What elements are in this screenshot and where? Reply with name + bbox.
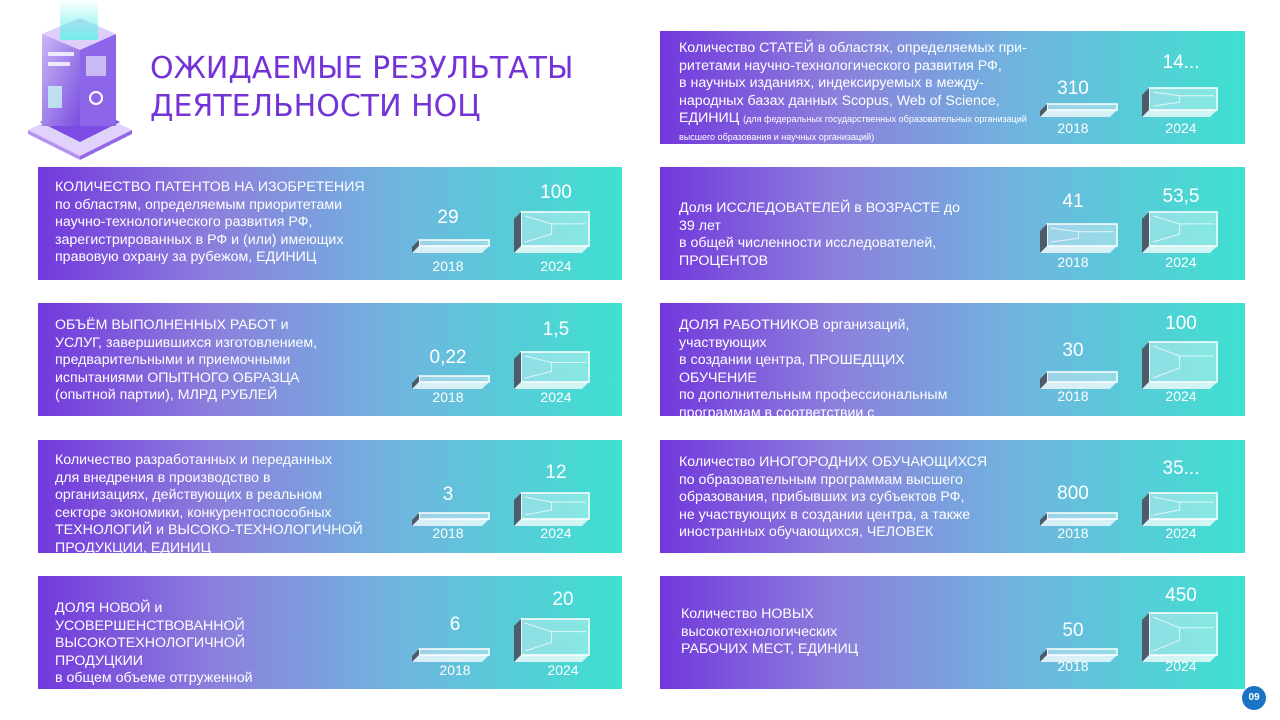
bar-2024 [514,619,589,662]
bar-2018 [412,240,489,253]
year-2018: 2018 [1057,388,1089,404]
panel-text: Количество разработанных и переданных для внедрения в производство в организациях, действующих в реальном секторе экономики, конкурентоспособных ТЕХНОЛОГИЙ и ВЫСОКО-ТЕХНОЛОГИЧНОЙ ПРОДУКЦИИ, ЕДИНИЦ [55,452,363,556]
panel-text: Количество НОВЫХ высокотехнологических РАБОЧИХ МЕСТ, ЕДИНИЦ [681,606,859,658]
year-2018: 2018 [432,258,464,274]
panel-articles [660,31,1245,144]
year-2018: 2018 [1057,658,1089,674]
year-2024: 2024 [1165,525,1197,541]
bar-2018 [412,649,489,662]
year-2024: 2024 [1165,658,1197,674]
bar-2018 [1040,372,1117,389]
value-2024: 53,5 [1162,186,1200,207]
panel-text: Доля ИССЛЕДОВАТЕЛЕЙ в ВОЗРАСТЕ до 39 лет в общей численности исследователей, ПРОЦЕНТОВ [679,200,961,269]
panel-students [660,440,1245,553]
panel-text: Количество ИНОГОРОДНИХ ОБУЧАЮЩИХСЯ по образовательным программам высшего образования, прибывших из субъектов РФ, не участвующих в создании центра, а также иностранных обучающихся, ЧЕЛОВЕК [679,454,988,541]
panel-staff-training [660,303,1245,421]
year-2018: 2018 [1057,254,1089,270]
bar-2018 [412,376,489,389]
panel-technologies [38,440,622,556]
value-2018: 50 [1062,620,1084,641]
value-2024: 1,5 [542,319,570,340]
year-2024: 2024 [540,389,572,405]
panel-new-jobs [660,576,1245,689]
title-line-1: ОЖИДАЕМЫЕ РЕЗУЛЬТАТЫ [150,51,574,86]
year-2024: 2024 [540,525,572,541]
year-2024: 2024 [1165,388,1197,404]
value-2024: 12 [545,462,567,483]
year-2024: 2024 [1165,254,1197,270]
value-2018: 41 [1062,191,1084,212]
year-2024: 2024 [547,662,579,678]
bar-2024 [514,493,589,526]
year-2018: 2018 [439,662,471,678]
bar-2024 [1142,493,1217,526]
year-2018: 2018 [1057,120,1089,136]
bar-2024 [514,212,589,253]
year-2018: 2018 [432,525,464,541]
page-number-badge: 09 [1242,686,1266,710]
bar-2024 [1142,88,1217,117]
bar-2024 [1142,212,1217,253]
value-2018: 30 [1062,340,1084,361]
value-2018: 800 [1057,483,1089,504]
year-2024: 2024 [540,258,572,274]
title-line-2: ДЕЯТЕЛЬНОСТИ НОЦ [150,89,481,124]
panel-young-researchers [660,167,1245,280]
panel-text: ДОЛЯ НОВОЙ и УСОВЕРШЕНСТВОВАННОЙ ВЫСОКОТЕХНОЛОГИЧНОЙ ПРОДУЦКИИ в общем объеме отгруженной [55,600,253,687]
value-2024: 100 [540,182,572,203]
value-2024: 20 [552,589,574,610]
value-2018: 310 [1057,78,1089,99]
value-2024: 100 [1165,313,1197,334]
year-2024: 2024 [1165,120,1197,136]
value-2018: 0,22 [429,347,467,368]
panel-text: КОЛИЧЕСТВО ПАТЕНТОВ НА ИЗОБРЕТЕНИЯ по областям, определяемым приоритетами научно-технологического развития РФ, зарегистрированных в РФ и (или) имеющих правовую охрану за рубежом, ЕДИНИЦ [55,179,365,266]
page-title [150,50,573,126]
server-tower-logo [18,0,138,160]
panel-text: Количество СТАТЕЙ в областях, определяемых при- ритетами научно-технологического развития РФ, в научных изданиях, индексируемых в между- народных базах данных Scopus, Web of Science, ЕДИНИЦ [679,40,1027,127]
value-2024: 35... [1162,458,1200,479]
panel-note: (для федеральных государственных образовательных организаций высшего образования и научных организаций) [679,114,1027,142]
bar-2024 [1142,342,1217,389]
year-2018: 2018 [1057,525,1089,541]
value-2018: 29 [437,207,459,228]
bar-2018 [1040,104,1117,117]
panel-patents [38,167,622,280]
value-2024: 450 [1165,585,1197,606]
year-2018: 2018 [432,389,464,405]
panel-text: ОБЪЁМ ВЫПОЛНЕННЫХ РАБОТ и УСЛУГ, завершившихся изготовлением, предварительными и приемочными испытаниями ОПЫТНОГО ОБРАЗЦА (опытной партии), МЛРД РУБЛЕЙ [55,317,318,404]
value-2018: 6 [449,614,461,635]
value-2018: 3 [442,484,454,505]
bar-2024 [1142,613,1217,662]
panel-work-volume [38,303,622,416]
panel-text: ДОЛЯ РАБОТНИКОВ организаций, участвующих в создании центра, ПРОШЕДЩИХ ОБУЧЕНИЕ по дополнительным профессиональным программам в соответствии с [679,317,948,421]
value-2024: 14... [1162,52,1200,73]
bar-2018 [1040,224,1117,253]
panel-new-products [38,576,622,689]
bar-2024 [514,352,589,389]
